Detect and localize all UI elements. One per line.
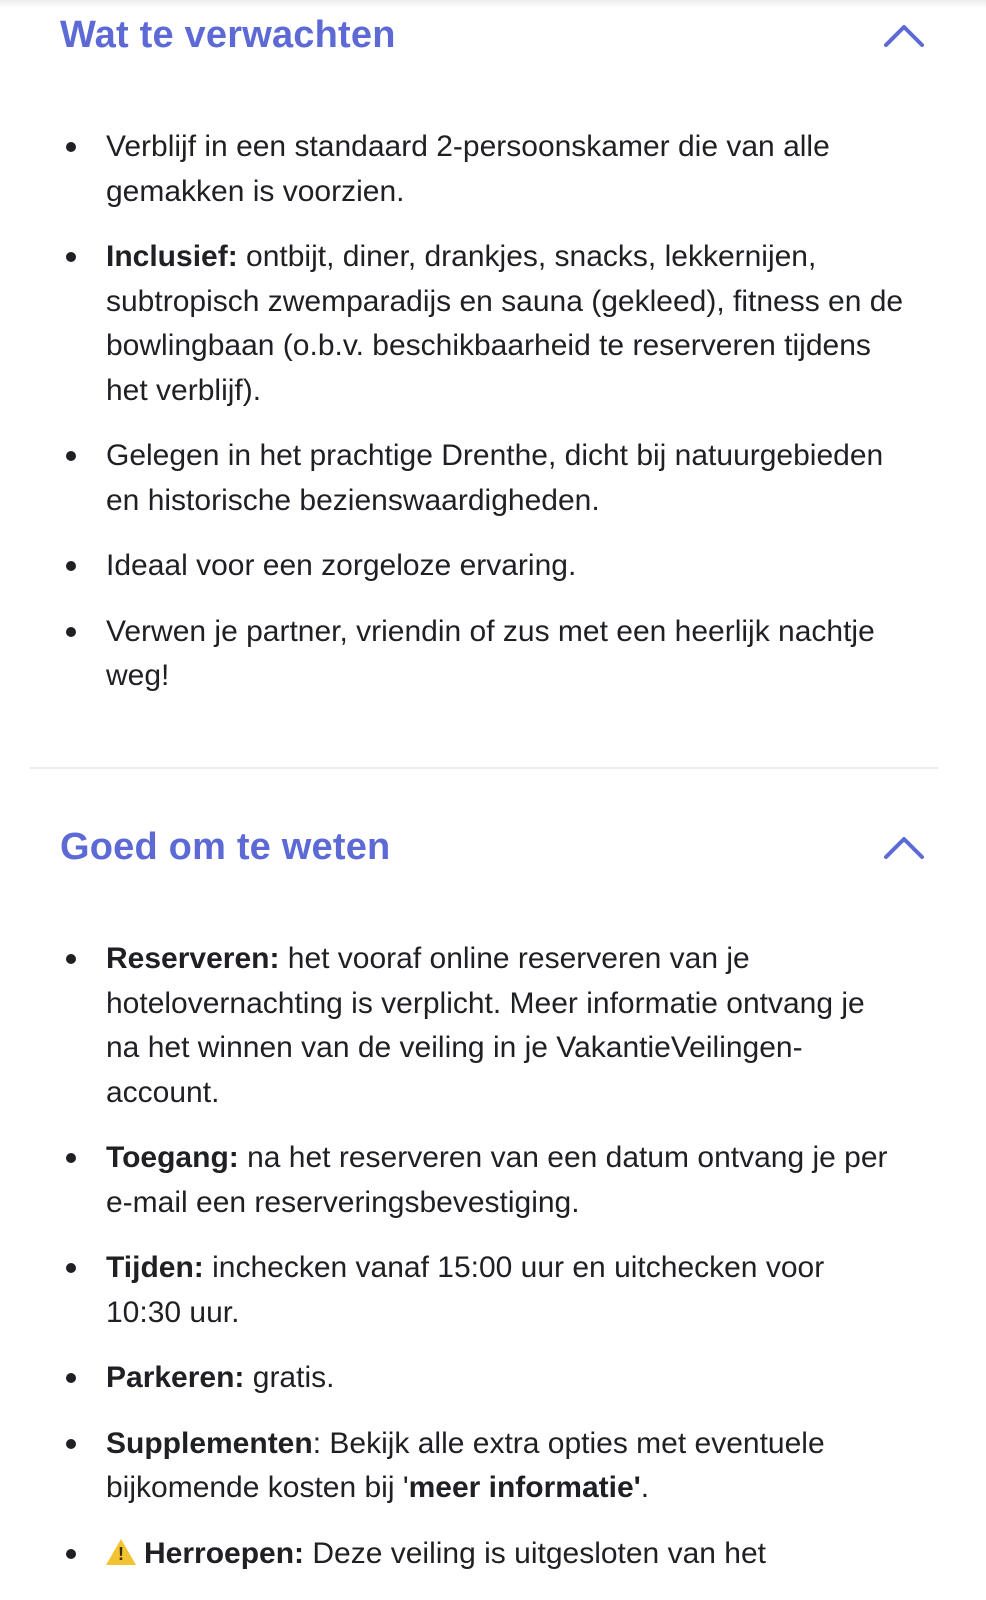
- item-label: Inclusief:: [106, 240, 238, 273]
- bullet-dot: [66, 627, 76, 637]
- chevron-up-icon[interactable]: [882, 17, 926, 53]
- item-text: Ideaal voor een zorgeloze ervaring.: [106, 549, 577, 582]
- list-item: [0, 610, 986, 699]
- list-item: [0, 1532, 986, 1577]
- list-item: [0, 1422, 986, 1511]
- bullet-dot: [66, 1549, 76, 1559]
- item-label: Supplementen: [106, 1426, 313, 1460]
- section-header-good-to-know[interactable]: [60, 817, 926, 877]
- item-label: Reserveren:: [106, 942, 280, 975]
- bullet-dot: [66, 1373, 76, 1383]
- bullet-dot: [66, 561, 76, 571]
- list-item: [0, 235, 986, 413]
- list-item: [0, 1356, 986, 1401]
- item-text: inchecken vanaf 15:00 uur en uitchecken voor 10:30 uur.: [106, 1251, 825, 1329]
- list-item: [0, 1246, 986, 1335]
- item-label: Herroepen:: [144, 1536, 305, 1570]
- list-item: [0, 544, 986, 589]
- item-text: Gelegen in het prachtige Drenthe, dicht bij natuurgebieden en historische bezienswaardigheden.: [106, 439, 884, 517]
- item-text: gratis.: [244, 1361, 335, 1394]
- bullet-dot: [66, 142, 76, 152]
- list-item: [0, 125, 986, 214]
- bullet-dot: [66, 451, 76, 461]
- section-divider: [30, 767, 938, 769]
- section-title: Goed om te weten: [60, 826, 391, 868]
- more-info-link[interactable]: meer informatie': [408, 1471, 641, 1504]
- item-text-end: .: [640, 1471, 650, 1504]
- bullet-list: [0, 937, 986, 1597]
- item-text: ontbijt, diner, drankjes, snacks, lekkernijen, subtropisch zwemparadijs en sauna (gekleed), fitness en de bowlingbaan (o.b.v. beschikbaarheid te reserveren tijdens het verblijf).: [106, 240, 904, 407]
- section-title: Wat te verwachten: [60, 14, 396, 56]
- warning-icon: [106, 1539, 136, 1565]
- item-text: : Bekijk alle extra opties met eventuele bijkomende kosten bij ': [106, 1426, 825, 1504]
- list-item: [0, 937, 986, 1115]
- bullet-dot: [66, 252, 76, 262]
- bullet-dot: [66, 1153, 76, 1163]
- section-header-what-to-expect[interactable]: [60, 5, 926, 65]
- list-item: [0, 434, 986, 523]
- item-text: na het reserveren van een datum ontvang je per e-mail een reserveringsbevestiging.: [106, 1141, 888, 1219]
- list-item: [0, 1136, 986, 1225]
- bullet-dot: [66, 1263, 76, 1273]
- bullet-dot: [66, 1439, 76, 1449]
- item-text: Verwen je partner, vriendin of zus met een heerlijk nachtje weg!: [106, 614, 875, 692]
- chevron-up-icon[interactable]: [882, 829, 926, 865]
- item-text: Verblijf in een standaard 2-persoonskamer die van alle gemakken is voorzien.: [106, 130, 830, 208]
- item-label: Parkeren:: [106, 1361, 245, 1394]
- item-text: Deze veiling is uitgesloten van het: [304, 1536, 766, 1570]
- item-text: het vooraf online reserveren van je hotelovernachting is verplicht. Meer informatie ontvang je na het winnen van de veiling in je VakantieVeilingen-account.: [106, 942, 865, 1109]
- bullet-dot: [66, 954, 76, 964]
- item-label: Tijden:: [106, 1251, 204, 1284]
- bullet-list: [0, 125, 986, 720]
- item-label: Toegang:: [106, 1141, 239, 1174]
